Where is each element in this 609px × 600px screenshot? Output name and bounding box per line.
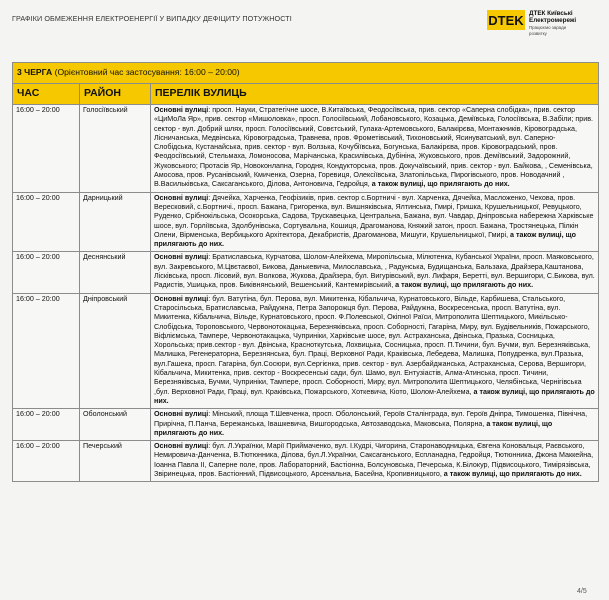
row-streets [151,409,599,441]
streets-label: Основні вулиці [154,106,209,114]
queue-title: 3 ЧЕРГА [17,67,53,77]
logo-tagline-1: Працюємо заради [529,25,567,30]
row-streets [151,105,599,193]
row-time: 16:00 – 20:00 [13,409,80,441]
row-streets [151,441,599,482]
table-row [13,441,599,482]
streets-list: : Мінський, площа Т.Шевченка, просп. Оболонський, Героїв Сталінграда, вул. Героїв Дніпра, Тимошенка, Північна, Прирічна, П.Панча, Бережанська, Івашкевича, Вишгородська, Автозаводська, Маковська, Полярна, [154,410,588,428]
table-row [13,105,599,193]
schedule-table [12,62,599,482]
queue-time-note: (Орієнтовний час застосування: 16:00 – 20:00) [52,67,240,77]
queue-band [13,63,599,84]
row-district: Голосіївський [80,105,151,193]
document-header-title: ГРАФІКИ ОБМЕЖЕННЯ ЕЛЕКТРОЕНЕРГІЇ У ВИПАДКУ ДЕФІЦИТУ ПОТУЖНОСТІ [12,14,292,23]
streets-list: : просп. Науки, Стратегічне шосе, В.Китаївська, Феодосіївська, прив. сектор «Саперна слобідка», прив. сектор «ЦиМоЛа Яр», прив. сектор «Мишоловка», просп. Голосіївський, Лобановського, Козацька, Деміївська, Голосіївська, В.Забіли; прив. сектор - вул. Добрий шлях, просп. Голосіївський, Совєтський, Гулака-Артемовського, Балакірєва, Монтажників, Кіровоградська, Лісничанська, Медвінська, Кіровоградська, Травнева, пров. Фрометівський, Тихоновський, Ясинуватський, вул. Саперно-Слобідська, Кустанайська, прив. сектор - вул. Волзька, Кочубіївська, Богунська, Балакірєва, пров. Кіровоградський, пров. Феодосіївський, Стельмаха, Ломоносова, Марічанська, Красилівська, Дубініна, Жуковського, пров. Деміївський, Задорожний, Жуковського; Протасів Яр, Новоконлапна, Городня, Кондукторська, пров. Докучаївський, прив. сектор - вул. Байкова, , Семенівська, Амосова, пров. Русанівський, Кмиченка, Озерна, Горевиця, Олексіївська, Златопільська, Пирогівського, пров. Новодачний , В.Васильківська, Саксаганського, Ділова, Антоновича, Гедройця, [154,106,593,189]
logo-company-line-2: Електромережі [529,17,577,24]
column-header-row [13,84,599,105]
streets-tail: а також вулиці, що прилягають до них. [393,281,534,290]
streets-tail: а також вулиці, що прилягають до них. [441,469,582,478]
streets-list: : Дячейка, Харченка, Геофізиків, прив. сектор с.Бортничі - вул. Харченка, Дячейка, Масложенко, Чехова, пров. Вересковий, с.Бортничі., просп. Бажана, Григоренка, вул. Вишняківська, Ялтинська, Гмирі, Гришка, Крушельницької, Ревуцького, Руденко, Срібнокільська, Осокорська, Садова, Трускавецька, Центральна, Бажана, вул. Чавдар, Дніпровська набережна Харківське шосе, вул. Горліївська, Здолбунівська, Сортувальна, Кошиця, Драгоманова, Княжий затон, просп. Бажана, Тростянецька, Пілкін Олени, Вірменська, Вербицького Архітектора, Декабристів, Драгоманова, Мишуги, Крушельницької, Гмирі, [154,193,594,239]
table-row [13,409,599,441]
page-number: 4/5 [577,588,587,595]
streets-label: Основні вулиці [154,294,209,303]
column-header-streets: ПЕРЕЛІК ВУЛИЦЬ [151,84,599,105]
row-district: Деснянський [80,252,151,293]
streets-label: Основні вулиці [154,253,209,262]
row-time: 16:00 – 20:00 [13,293,80,409]
streets-label: Основні вулиці [154,193,209,202]
streets-list: : Братиславська, Курчатова, Шолом-Алейхема, Миропільська, Мілютенка, Кубанської України, просп. Маяковського, вул. Закревського, М.Цвєтаєвої, Бикова, Данькевича, Милославська, , Радунська, Будищанська, Бальзака, Драйзера,Каштанова, Лісківська, просп. Лісовий, вул. Волкова, Жукова, Драйзера, бул. Вигурівський, вул. Лифаря, Беретті, вул. Вершигори, С.Бикова, вул. Радистів, Ушицька, пров. Биківнянський, Вешенський, Кантемирівський, [154,253,595,290]
row-district: Оболонський [80,409,151,441]
logo-tagline-2: розвитку [529,31,547,36]
table-row [13,252,599,293]
row-streets [151,192,599,252]
row-streets [151,293,599,409]
row-time: 16:00 – 20:00 [13,441,80,482]
schedule-table-wrapper [12,62,599,482]
row-district: Дніпровський [80,293,151,409]
streets-list: : бул. Л.Українки, Марії Приймаченко, вул. І.Кудрі, Чигорина, Старонаводницька, Євгена Коновальця, Раєвського, Немировича-Данченка, В.Тютюнника, Ділова, бул.Л.Українки, Саксаганського, Еспланадна, Гедройця, Тютюнника, Джона Маккейна, Іоанна Павла ІІ, Саперне поле, пров. Лабораторний, Бастіонна, Болсуновська, Печерська, К.Білокур, Підвисоцького, Тимірязівська, Звіринецька, пров. Бастіонний, Підвисоцького, Арсенальна, Басейна, Кропивницького, [154,442,594,478]
column-header-district: РАЙОН [80,84,151,105]
queue-band-row [13,63,599,84]
row-time: 16:00 – 20:00 [13,192,80,252]
row-district: Печерський [80,441,151,482]
row-time: 16:00 – 20:00 [13,105,80,193]
row-time: 16:00 – 20:00 [13,252,80,293]
table-row [13,192,599,252]
row-streets [151,252,599,293]
logo-mark: DTEK [487,10,525,30]
streets-tail: а також вулиці, що прилягають до них. [154,387,595,405]
streets-label: Основні вулиці [154,442,209,451]
row-district: Дарницький [80,192,151,252]
streets-tail: а також вулиці, що прилягають до них. [154,419,553,437]
dtek-logo [487,10,576,36]
streets-list: : бул. Ватутіна, бул. Перова, вул. Микитенка, Кібальчича, Курнатовського, Вільде, Карбишева, Стальського, Старосільська, Братиславська, Райдужна, Петра Запорожця бул. Перова, Райдужна, Воскресенська, просп. Ватутіна, вул. Микитенка, Кібальчича, Вільде, Курнатовського, просп. Ф.Полевської, Окіпної Раїси, Митрополита Шептицького, Микільсько-Слобідська, Тороповського, Червонотокацька, Березняківська, просп. Соборності, Гагаріна, Миру, вул. Будівельників, Пожарського, Віфліємська, Тампере, Червонотакацька, Чуприніки, Харківське шосе, вул. Астраханська, Двінська, Празька, Сосницька, Хорольська; прив.сектор - вул. Двінська, Красноткутська, Лохвицька, Сосницька, просп. П.Тичини, бул. Бучми, вул. Березняківська, Малишка, Регенераторна, Березнянська, бул. Праці, Верховної Ради, Краківська, Лебедева, Малишка, Попудренка, вул.Празька, вул.Гашека, просп. Гагаріна, бул.Сосюри, вул.Сергієнка, прив. сектор - вул. Азербайджанська, Астраханська, Серова, Вершигори, Кібальчича, Микитенка, прив. сектор - Воскресенські сади, бул. Шамо, вул. Ентузіастів, Алма-Атинська, просп. Тичини, Березняківська, Бучми, Чуприніки, Тампере, просп. Соборності, Миру, вул. Митрополита Шептицького, Челябінська, Чернігівська ,бул. Верховної Ради, Праці, вул. Краківська, Пожарського, Хоткевича, Кіото, Шолом-Алейхема, [154,294,591,396]
streets-label: Основні вулиці [154,410,209,419]
streets-tail: а також вулиці, що прилягають до них. [369,180,510,189]
table-row [13,293,599,409]
streets-tail: а також вулиці, що прилягають до них. [154,230,576,249]
column-header-time: ЧАС [13,84,80,105]
logo-company-line-1: ДТЕК Київські [529,10,573,17]
